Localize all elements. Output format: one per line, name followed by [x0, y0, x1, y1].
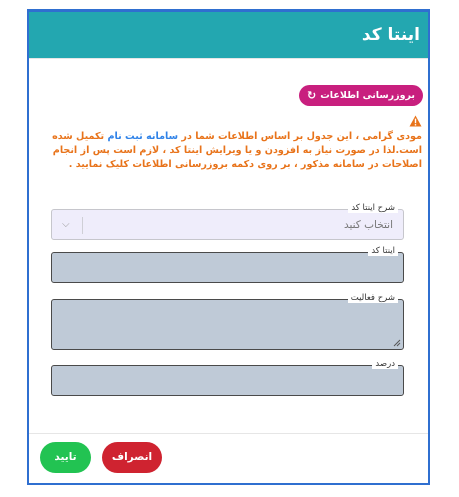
activity-description-label: شرح فعالیت	[348, 293, 398, 303]
dialog-header	[29, 12, 428, 58]
percent-input[interactable]	[51, 365, 404, 396]
footer-divider	[29, 433, 428, 434]
percent-label: درصد	[372, 359, 398, 369]
inta-description-select[interactable]	[51, 209, 404, 240]
percent-field	[51, 359, 404, 396]
warning-icon	[409, 115, 422, 127]
inta-description-field	[51, 203, 404, 240]
refresh-button-label: بروزرسانی اطلاعات	[320, 90, 415, 101]
inta-description-placeholder: انتخاب کنید	[343, 219, 393, 231]
inta-code-label: اینتا کد	[368, 246, 398, 256]
inta-code-field	[51, 246, 404, 283]
resize-handle-icon[interactable]	[393, 339, 401, 347]
select-separator	[82, 217, 83, 234]
header-divider	[29, 58, 428, 59]
cancel-button[interactable]: انصراف	[102, 442, 162, 473]
chevron-down-icon[interactable]: ⌵	[62, 219, 70, 230]
inta-description-label: شرح اینتا کد	[348, 203, 398, 213]
dialog-title: اینتا کد	[361, 25, 420, 45]
refresh-icon: ↻	[307, 89, 317, 102]
inta-code-input[interactable]	[51, 252, 404, 283]
refresh-info-button[interactable]	[299, 85, 423, 106]
activity-description-field	[51, 293, 404, 350]
confirm-button[interactable]: تایید	[40, 442, 91, 473]
info-warning-text: مودی گرامی ، این جدول بر اساس اطلاعات شما در سامانه ثبت نام تکمیل شده است.لذا در صورت نیاز به افزودن و یا ویرایش اینتا کد ، لازم است پس از انجام اصلاحات در سامانه مذکور ، بر روی دکمه بروزرسانی اطلاعات کلیک نمایید .	[52, 131, 422, 170]
activity-description-textarea[interactable]	[51, 299, 404, 350]
registration-system-link-text: سامانه ثبت نام	[107, 131, 179, 142]
inta-code-dialog	[27, 9, 430, 485]
